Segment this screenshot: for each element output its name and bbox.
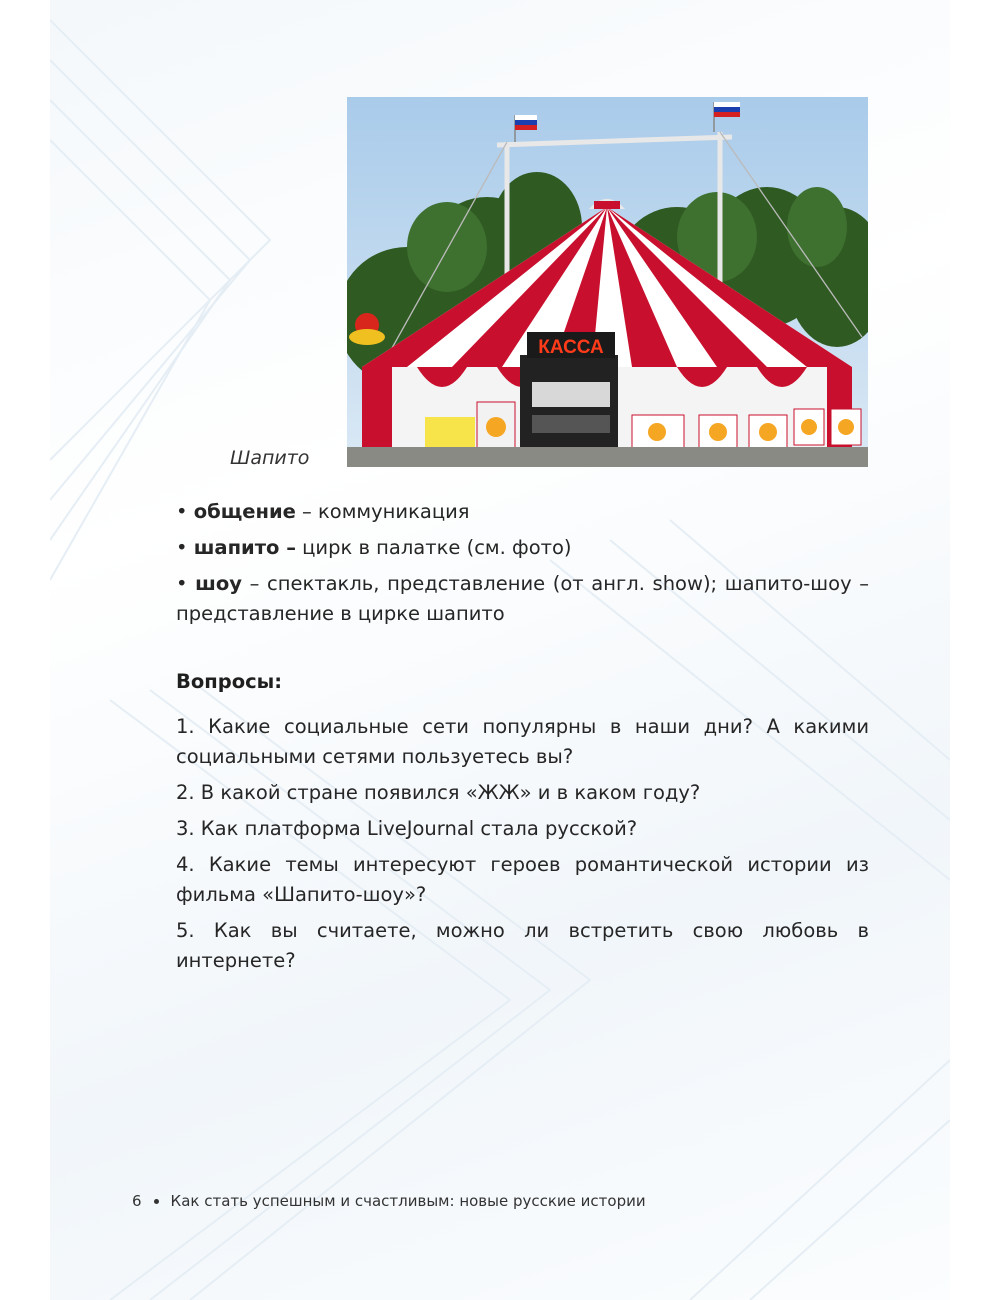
page: [50, 0, 950, 1300]
glossary-item: • общение – коммуникация: [176, 500, 470, 523]
bullet-separator: [154, 1199, 159, 1204]
glossary-item: • шоу – спектакль, представление (от англ. show); шапито-шоу – представление в цирке шапито: [176, 572, 869, 625]
kassa-sign: КАССА: [538, 337, 604, 358]
questions-list: [176, 712, 869, 982]
glossary-definition: спектакль, представление (от англ. show); шапито-шоу – представление в цирке шапито: [176, 572, 869, 625]
book-title: Как стать успешным и счастливым: новые русские истории: [170, 1192, 646, 1210]
glossary-definition: цирк в палатке (см. фото): [302, 536, 572, 559]
glossary-separator: –: [295, 500, 319, 523]
question-item: 3. Как платформа LiveJournal стала русской?: [176, 817, 638, 840]
questions-heading: Вопросы:: [176, 670, 283, 693]
glossary-term: шоу: [195, 572, 242, 595]
question-item: 1. Какие социальные сети популярны в наши дни? А какими социальными сетями пользуетесь вы?: [176, 715, 869, 768]
question-item: 4. Какие темы интересуют героев романтической истории из фильма «Шапито-шоу»?: [176, 853, 869, 906]
glossary-separator: –: [241, 572, 267, 595]
circus-tent-photo: [347, 97, 868, 467]
page-number: 6: [132, 1192, 142, 1210]
glossary-item: • шапито – цирк в палатке (см. фото): [176, 536, 572, 559]
question-item: 2. В какой стране появился «ЖЖ» и в каком году?: [176, 781, 701, 804]
glossary-term: шапито –: [193, 536, 296, 559]
photo-caption: Шапито: [230, 447, 310, 469]
question-item: 5. Как вы считаете, можно ли встретить свою любовь в интернете?: [176, 919, 869, 972]
glossary-term: общение: [193, 500, 296, 523]
glossary-list: [176, 497, 869, 635]
page-footer: [132, 1192, 646, 1210]
glossary-definition: коммуникация: [318, 500, 470, 523]
